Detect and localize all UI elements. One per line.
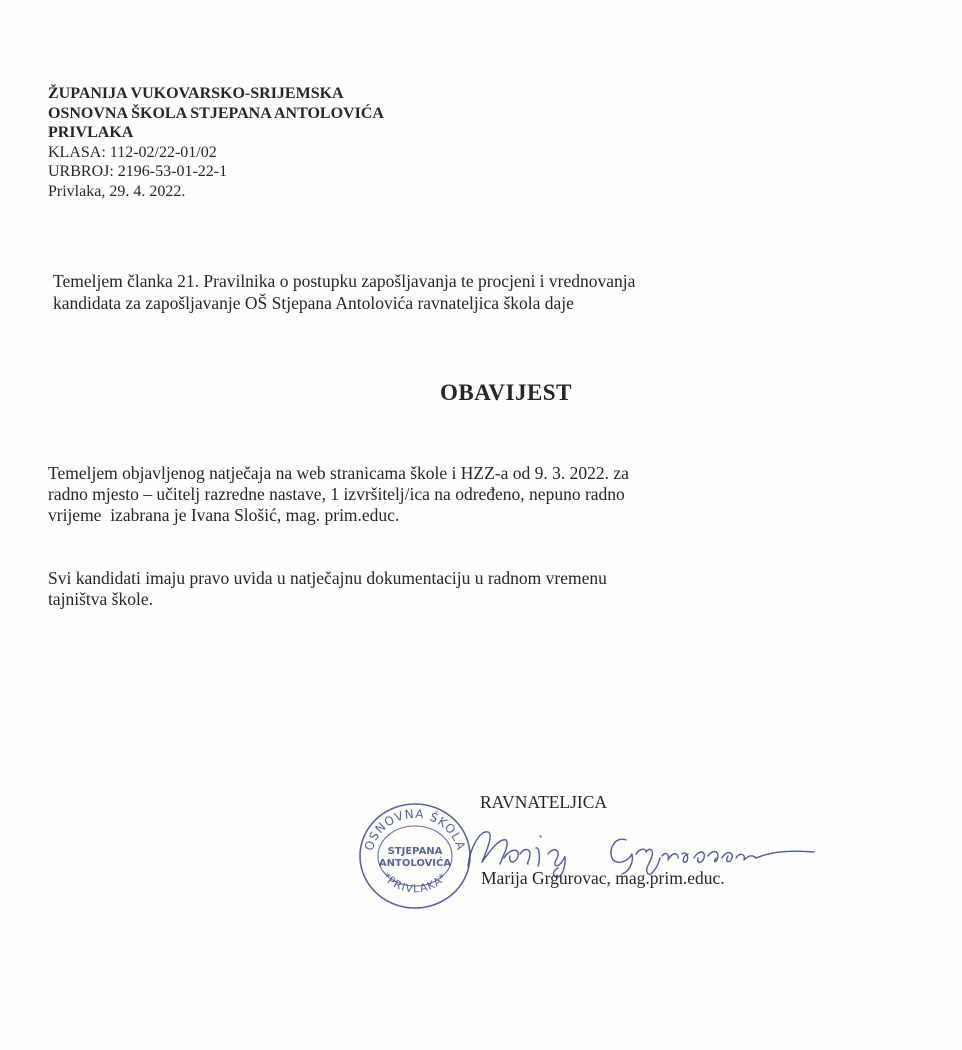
signatory-role: RAVNATELJICA — [480, 792, 608, 812]
paragraph-line: Svi kandidati imaju pravo uvida u natječajnu dokumentaciju u radnom vremenu — [48, 568, 607, 588]
document-title: OBAVIJEST — [440, 380, 572, 405]
paragraph-line: tajništva škole. — [48, 589, 153, 609]
intro-line: Temeljem članka 21. Pravilnika o postupku zapošljavanja te procjeni i vrednovanja — [53, 271, 636, 291]
svg-text:*PRIVLAKA*: *PRIVLAKA* — [379, 870, 451, 896]
svg-text:STJEPANA: STJEPANA — [387, 846, 443, 857]
selection-paragraph — [48, 463, 848, 526]
intro-line: kandidata za zapošljavanje OŠ Stjepana Antolovića ravnateljica škola daje — [53, 293, 574, 313]
town-name: PRIVLAKA — [48, 124, 134, 141]
paragraph-line: radno mjesto – učitelj razredne nastave, 1 izvršitelj/ica na određeno, nepuno radno — [48, 484, 625, 504]
inspection-paragraph — [48, 568, 848, 610]
school-name: OSNOVNA ŠKOLA STJEPANA ANTOLOVIĆA — [48, 104, 384, 122]
klasa-number: KLASA: 112-02/22-01/02 — [48, 143, 217, 161]
urbroj-number: URBROJ: 2196-53-01-22-1 — [48, 163, 228, 180]
paragraph-line: vrijeme izabrana je Ivana Slošić, mag. prim.educ. — [48, 505, 400, 525]
svg-text:ANTOLOVIĆA: ANTOLOVIĆA — [378, 858, 452, 869]
place-date: Privlaka, 29. 4. 2022. — [48, 182, 186, 200]
svg-text:OSNOVNA ŠKOLA: OSNOVNA ŠKOLA — [361, 806, 469, 853]
intro-paragraph — [53, 270, 873, 314]
county-name: ŽUPANIJA VUKOVARSKO-SRIJEMSKA — [48, 85, 344, 102]
paragraph-line: Temeljem objavljenog natječaja na web stranicama škole i HZZ-a od 9. 3. 2022. za — [48, 463, 629, 483]
signatory-name: Marija Grgurovac, mag.prim.educ. — [481, 868, 725, 888]
letterhead — [48, 84, 384, 201]
